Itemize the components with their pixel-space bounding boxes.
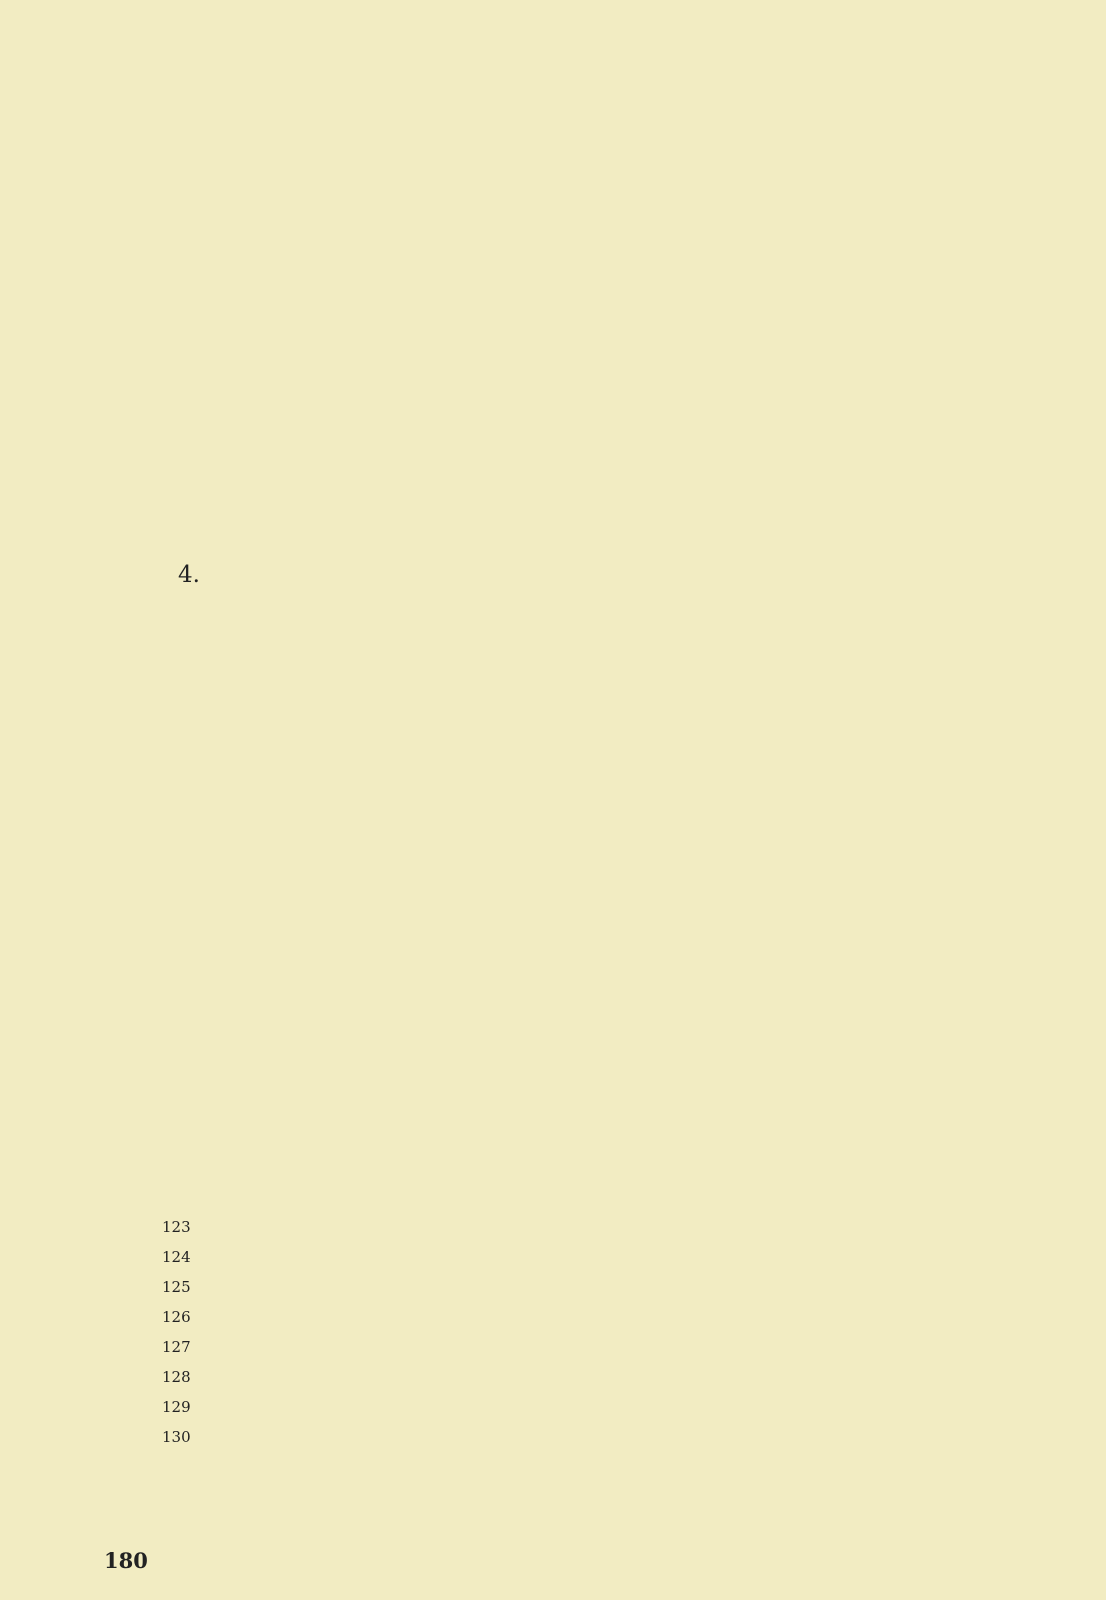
footnote	[162, 1242, 1052, 1272]
footnote	[162, 1272, 1052, 1302]
text-line	[118, 797, 1056, 834]
text-line	[118, 181, 1056, 218]
text-line	[118, 477, 1056, 514]
text-line	[118, 871, 1056, 908]
text-line	[118, 723, 1056, 760]
text-line	[118, 1093, 1056, 1130]
footnote-number: 126	[162, 1308, 191, 1326]
text-line	[118, 686, 1056, 723]
footnote	[162, 1392, 1052, 1422]
footnote-number: 123	[162, 1218, 191, 1236]
text-line	[118, 366, 1056, 403]
footnote	[162, 1362, 1052, 1392]
text-line	[118, 144, 1056, 181]
text-line	[118, 292, 1056, 329]
main-text-2	[118, 612, 1056, 1278]
text-line	[118, 107, 1056, 144]
paragraph-3	[118, 612, 1056, 1278]
footnote-number: 128	[162, 1368, 191, 1386]
text-line	[118, 329, 1056, 366]
footnote-number: 124	[162, 1248, 191, 1266]
text-line	[118, 982, 1056, 1019]
text-line	[118, 649, 1056, 686]
main-text	[118, 70, 1056, 551]
section-heading	[178, 562, 1038, 598]
text-line	[118, 1019, 1056, 1056]
footnote	[162, 1302, 1052, 1332]
text-line	[118, 403, 1056, 440]
text-line	[118, 1056, 1056, 1093]
text-line	[118, 440, 1056, 477]
text-line	[118, 255, 1056, 292]
footnote-number: 127	[162, 1338, 191, 1356]
text-line	[118, 1130, 1056, 1167]
footnote-number: 129	[162, 1398, 191, 1416]
text-line	[118, 760, 1056, 797]
footnote-number: 130	[162, 1428, 191, 1446]
footnote-number: 125	[162, 1278, 191, 1296]
paragraph-2	[118, 366, 1056, 551]
text-line	[118, 945, 1056, 982]
paragraph-1	[118, 70, 1056, 366]
footnotes	[162, 1212, 1052, 1452]
text-line	[118, 612, 1056, 649]
footnote	[162, 1422, 1052, 1452]
text-line	[118, 908, 1056, 945]
text-line	[118, 834, 1056, 871]
footnote	[162, 1332, 1052, 1362]
text-line	[118, 70, 1056, 107]
text-line	[118, 514, 1056, 551]
text-line	[118, 218, 1056, 255]
section-number: 4.	[178, 562, 200, 588]
page-number: 180	[104, 1548, 148, 1573]
text-line	[118, 1167, 1056, 1204]
footnote	[162, 1212, 1052, 1242]
